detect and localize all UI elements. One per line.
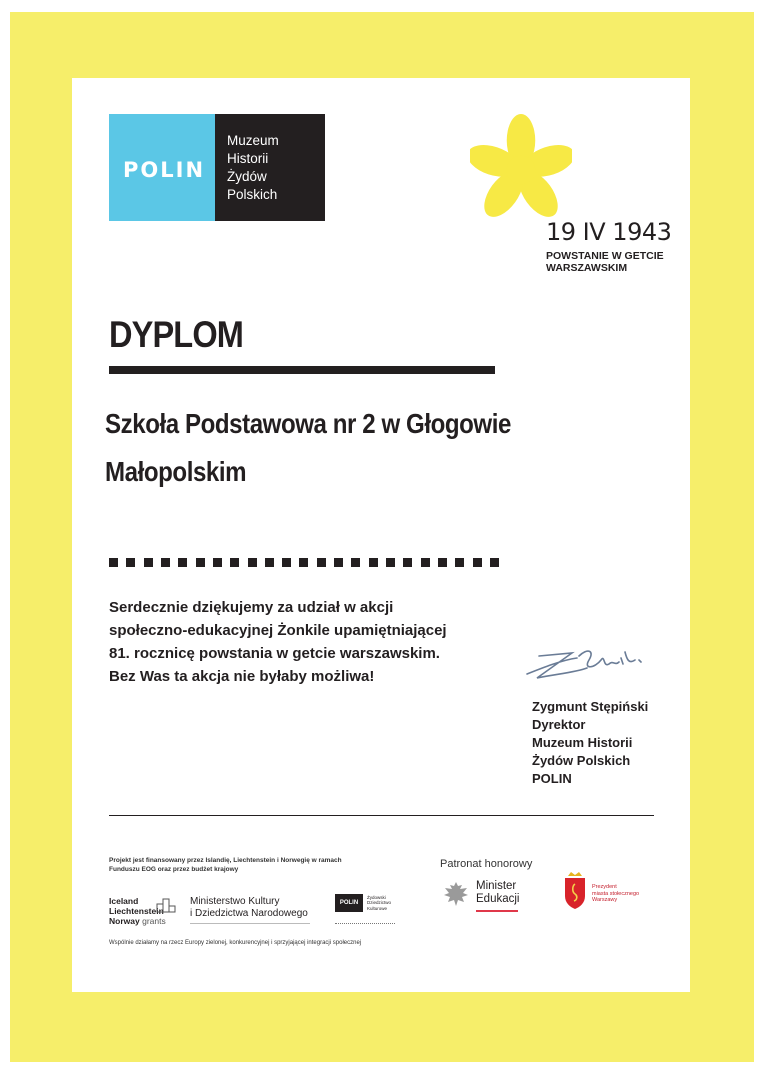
signer-block: [532, 698, 648, 788]
polin-brand-text: POLIN: [123, 158, 206, 182]
warsaw-crest-icon: [562, 870, 588, 910]
signer-line: Muzeum Historii: [532, 735, 633, 750]
thank-you-message: [109, 596, 447, 688]
signer-line: Zygmunt Stępiński: [532, 699, 649, 714]
date-subtitle-line: POWSTANIE W GETCIE: [546, 250, 664, 262]
funding-line: Projekt jest finansowany przez Islandię, Liechtenstein i Norwegię w ramach: [109, 857, 342, 864]
polin-logo: [109, 114, 325, 221]
date-subtitle: [546, 250, 664, 274]
daffodil-icon: [470, 114, 572, 226]
logo-line: Żydów: [227, 169, 267, 184]
polin-small-text: [367, 895, 391, 912]
recipient-name: [105, 400, 552, 496]
logo-line: Muzeum: [227, 133, 279, 148]
eea-line: Liechtenstein: [109, 906, 164, 916]
title-underline: [109, 366, 495, 374]
ministry-of-culture-logo: [190, 896, 308, 920]
eea-grants-word: grants: [142, 916, 166, 926]
dotted-divider: [109, 558, 499, 567]
minister-of-education-logo: [476, 880, 519, 906]
message-line: 81. rocznicę powstania w getcie warszawskim.: [109, 645, 440, 662]
message-line: Bez Was ta akcja nie byłaby możliwa!: [109, 668, 375, 685]
polin-logo-cyan-block: [109, 114, 215, 221]
prezydent-line: miasta stołecznego: [592, 890, 640, 897]
patronage-label: Patronat honorowy: [440, 858, 533, 870]
recipient-line: Szkoła Podstawowa nr 2 w Głogowie: [105, 408, 511, 439]
polin-small-line: Dziedzictwo: [367, 900, 392, 906]
eea-line: Iceland: [109, 896, 139, 906]
polin-small-brand: POLIN: [335, 894, 363, 912]
logo-line: Historii: [227, 151, 269, 166]
polin-small-line: Żydowski: [367, 894, 386, 900]
prezydent-line: Warszawy: [592, 897, 618, 903]
recipient-line: Małopolskim: [105, 456, 247, 487]
handwritten-signature: [517, 638, 657, 688]
signer-line: POLIN: [532, 771, 572, 786]
president-of-warsaw-text: [592, 884, 639, 904]
ministry-line: i Dziedzictwa Narodowego: [190, 908, 308, 919]
eea-grants-icon: [156, 896, 180, 916]
date-heading: 19 IV 1943: [546, 218, 672, 246]
prezydent-line: Prezydent: [592, 884, 617, 890]
polish-eagle-icon: [440, 878, 472, 910]
signer-line: Dyrektor: [532, 717, 586, 732]
ministry-line: Ministerstwo Kultury: [190, 896, 280, 907]
funding-note: [109, 856, 342, 874]
polin-small-logo: [335, 894, 391, 912]
footer-divider: [109, 815, 654, 816]
message-line: społeczno-edukacyjnej Żonkile upamiętniającej: [109, 622, 447, 639]
logo-line: Polskich: [227, 187, 278, 202]
minister-line: Edukacji: [476, 893, 520, 905]
polin-small-underline: [335, 923, 395, 924]
minister-accent-line: [476, 910, 518, 912]
funding-line: Funduszu EOG oraz przez budżet krajowy: [109, 866, 239, 873]
message-line: Serdecznie dziękujemy za udział w akcji: [109, 599, 394, 616]
diploma-title: DYPLOM: [109, 314, 244, 355]
minister-line: Minister: [476, 880, 517, 892]
polin-small-line: Kulturowe: [367, 905, 388, 911]
signer-line: Żydów Polskich: [532, 753, 631, 768]
date-subtitle-line: WARSZAWSKIM: [546, 262, 628, 274]
eea-line: Norway: [109, 916, 140, 926]
diploma-sheet: [72, 78, 690, 992]
polin-logo-text-block: [215, 114, 325, 221]
cooperation-note: Wspólnie działamy na rzecz Europy zielonej, konkurencyjnej i sprzyjającej integracji społecznej: [109, 940, 362, 946]
ministry-underline: [190, 923, 310, 924]
